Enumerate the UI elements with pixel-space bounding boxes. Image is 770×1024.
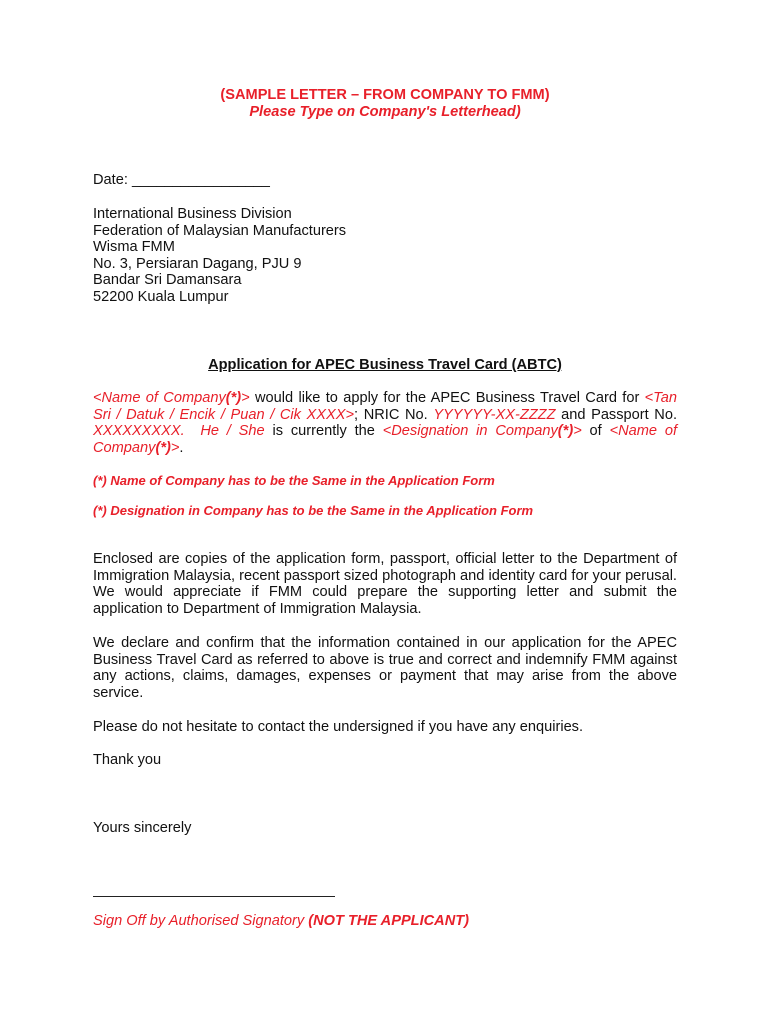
contact-paragraph: Please do not hesitate to contact the undersigned if you have any enquiries. (93, 719, 584, 735)
sample-letter-title: (SAMPLE LETTER – FROM COMPANY TO FMM) (220, 87, 550, 103)
letter-subject: Application for APEC Business Travel Card (ABTC) (208, 357, 562, 373)
signature-line (93, 886, 335, 897)
designation-placeholder: <Designation in Company(*)> (382, 423, 582, 439)
intro-text: and Passport No. (555, 406, 677, 423)
passport-placeholder: XXXXXXXXX. (93, 423, 185, 439)
note-company-name: (*) Name of Company has to be the Same in the Application Form (93, 473, 495, 488)
intro-text (185, 423, 201, 439)
signoff-instruction (93, 913, 469, 930)
company-placeholder: <Name of Company(*)> (93, 390, 250, 406)
date-blank: _________________ (131, 172, 270, 188)
pronoun-placeholder: He / She (200, 423, 265, 439)
intro-text: would like to apply for the APEC Business Travel Card for (249, 390, 645, 406)
intro-text: is currently the (264, 423, 383, 439)
declaration-paragraph: We declare and confirm that the information contained in our application for the APEC Business Travel Card as referred to above is true and correct and indemnify FMM against any actions, claims, damages, expenses or payment that may arise from the above service. (93, 635, 677, 701)
letter-heading (0, 87, 770, 121)
title-placeholder: <Tan Sri / Datuk / Encik / Puan / Cik XXXX> (93, 390, 677, 423)
company-placeholder-2: <Name of Company(*)> (93, 423, 678, 456)
date-label: Date: (93, 172, 132, 188)
address-line: No. 3, Persiaran Dagang, PJU 9 (93, 255, 302, 272)
note-designation: (*) Designation in Company has to be the Same in the Application Form (93, 503, 534, 518)
address-line: 52200 Kuala Lumpur (93, 288, 229, 305)
intro-paragraph (93, 390, 677, 456)
address-line: Bandar Sri Damansara (93, 272, 242, 288)
intro-text: of (581, 423, 610, 439)
thank-you: Thank you (93, 752, 162, 768)
address-line: Wisma FMM (93, 239, 175, 255)
recipient-address (93, 206, 346, 305)
yours-sincerely: Yours sincerely (93, 820, 192, 836)
intro-text: ; NRIC No. (354, 406, 434, 423)
intro-text: . (179, 439, 184, 456)
address-line: International Business Division (93, 206, 292, 222)
address-line: Federation of Malaysian Manufacturers (93, 222, 347, 239)
signoff-emphasis: (NOT THE APPLICANT) (308, 913, 470, 929)
letterhead-instruction: Please Type on Company's Letterhead) (249, 104, 521, 120)
signoff-text: Sign Off by Authorised Signatory (93, 913, 309, 929)
date-line (93, 172, 270, 189)
enclosed-paragraph: Enclosed are copies of the application form, passport, official letter to the Department of Immigration Malaysia, recent passport sized photograph and identity card for your perusal. We would appreciate if FMM could prepare the supporting letter and submit the application to Department of Immigration Malaysia. (93, 551, 677, 617)
nric-placeholder: YYYYYY-XX-ZZZZ (433, 406, 556, 423)
